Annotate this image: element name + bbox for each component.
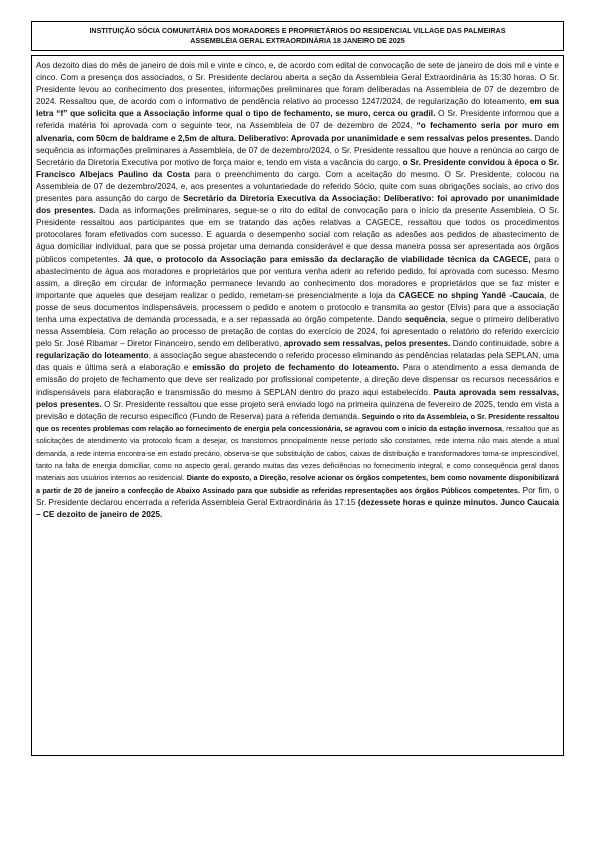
- minutes-text: Aos dezoito dias do mês de janeiro de dois mil e vinte e cinco, e, de acordo com edital de convocação de sete de janeiro de dois mil e vinte e cinco. Com a presença dos associados, o Sr. Presidente declarou aberta a seção da Assembleia Geral Extraordinária às 15:30 horas. O Sr. Presidente levou ao conhecimento dos presentes, informações preliminares que foram deliberadas na Assembleia de 07 de dezembro de 2024. Ressaltou que, de acordo com o informativo de pendência relativo ao processo 1247/2024, de regularização do loteamento,: [36, 60, 559, 107]
- minutes-bold-text: regularização do loteamento: [36, 350, 149, 361]
- minutes-text: Por fim, o Sr. Presidente declarou encerrada a referida Assembleia Geral Extraordinária às 17:15: [36, 484, 559, 507]
- minutes-text: O Sr. Presidente ressaltou que esse projeto será enviado logo na primeira quinzena de fevereiro de 2025, tendo em vista a previsão e dotação de recurso específico (Fundo de Reserva) para a referida demanda.: [36, 398, 559, 421]
- minutes-bold-text: sequência: [404, 313, 446, 324]
- minutes-text: , ressaltou que as solicitações de atendimento via protocolo ficam a desejar, os transtornos principalmente nesse período são constantes, rede interna não mais atende a atual demanda, a rede interna encontra-se em estado precário, observa-se que substituição de cabos, caixas de distribuição e transformadores torna-se imprescindível, tanto na falta de energia domiciliar, como no aspecto geral, gerando muitas das vezes deficiências no fornecimento integral, e como consequência geral danos materiais aos usuários internos ao residencial.: [36, 424, 559, 483]
- minutes-bold-text: emissão do projeto de fechamento do loteamento.: [192, 362, 400, 373]
- minutes-bold-text: aprovado sem ressalvas, pelos presentes.: [283, 338, 451, 349]
- minutes-text: , de posse de seus documentos indispensáveis, processem o pedido e anotem o protocolo e transmita ao gestor (Elvis) para que a associação tenha uma expectativa de demanda processada, e a ser repassada ao órgão competente. Dando: [36, 289, 559, 324]
- institution-name: INSTITUIÇÃO SÓCIA COMUNITÁRIA DOS MORADORES E PROPRIETÁRIOS DO RESIDENCIAL VILLAGE DAS PALMEIRAS: [89, 26, 506, 35]
- minutes-bold-text: Pauta aprovada sem ressalvas, pelos presentes.: [36, 386, 559, 409]
- minutes-text: Para o atendimento a essa demanda de emissão do projeto de fechamento que deve ser realizado por profissional competente, a direção deve dispensar os recursos necessários e indispensáveis para elaboração e transmissão do mesmo à SEPLAN dentro do prazo aqui estabelecido.: [36, 362, 559, 397]
- minutes-text: Dada as informações preliminares, segue-se o rito do edital de convocação para o início da presente Assembleia. O Sr. Presidente ressaltou aos participantes que em se tratando das ações relativas a CAGECE, ressaltou que todos os procedimentos protocolares foram efetivados com sucesso. E aguarda o desempenho social com relação as adesões aos pedidos de abastecimento de água domiciliar individual, para que se possa projetar uma demanda considerável e que dessa maneira possa ser apresentada aos órgãos públicos competentes.: [36, 205, 560, 264]
- minutes-bold-text: em sua letra “f” que solicita que a Associação informe qual o tipo de fechamento, se muro, cerca ou gradil.: [36, 96, 559, 119]
- minutes-bold-text: Diante do exposto, a Direção, resolve acionar os órgãos competentes, bem como novamente disponibilizará a partir de 20 de janeiro a confecção de Abaixo Assinado para que subsidie as referidas representações aos órgãos Públicos competentes.: [36, 473, 559, 495]
- minutes-body: [31, 55, 564, 756]
- minutes-bold-text: CAGECE no shping Yandê -Caucaia: [398, 289, 545, 300]
- minutes-text: , segue o primeiro deliberativo nessa Assembleia. Com relação ao processo de pretação de contas do exercício de 2024, foi apresentado o relatório do referido exercício pelo Sr. José Ribamar – Diretor Financeiro, sendo em deliberativo,: [36, 313, 559, 349]
- minutes-text: para o preenchimento do cargo. Com a aceitação do mesmo. O Sr. Presidente, colocou na Assembleia de 07 de dezembro/2024, e, aos presentes a voluntariedade do referido Sócio, quite com suas obrigações sociais, ao crivo dos presentes para assunção do cargo de: [36, 168, 559, 204]
- minutes-small-section: [36, 412, 559, 495]
- minutes-bold-text: Já que, o protocolo da Associação para emissão da declaração de viabilidade técnica da CAGECE,: [123, 253, 531, 264]
- minutes-bold-text: Secretário da Diretoria Executiva da Associação: Deliberativo: foi aprovado por unanimidade dos presentes.: [36, 193, 559, 216]
- minutes-text: , a associação segue abastecendo o referido processo eliminando as pendências relatadas pela SEPLAN, uma das quais e última será a elaboração e: [36, 350, 559, 373]
- minutes-closing-text: (dezessete horas e quinze minutos. Junco Caucaia – CE dezoito de janeiro de 2025.: [36, 496, 559, 519]
- minutes-paragraph: [36, 59, 559, 520]
- assembly-title: ASSEMBLÉIA GERAL EXTRAORDINÁRIA 18 JANEIRO DE 2025: [190, 36, 405, 45]
- document-header: [31, 21, 564, 51]
- minutes-text: para o abastecimento de água aos moradores e proprietários que por ventura venha aderir ao referido pedido, foi aprovada com sucesso. Mesmo assim, a direção em circular de informação permanece levando ao conhecimento dos moradores e proprietários que se faz mister e importante que aqueles que desejam realizar o pedido, remetam-se presencialmente a loja da: [36, 253, 559, 300]
- minutes-text: Dando continuidade, sobre a: [450, 338, 559, 349]
- minutes-text: Dando sequência as informações preliminares a Assembleia, de 07 de dezembro/2024, o Sr. Presidente ressaltou que houve a renúncia ao cargo de Secretário da Diretoria Executiva por motivo de força maior e, tendo em vista a vacância do cargo,: [36, 132, 559, 167]
- minutes-text: O Sr. Presidente informou que a referida matéria foi aprovada com o seguinte teor, na Assembleia de 07 de dezembro de 2024,: [36, 108, 559, 131]
- minutes-bold-text: Seguindo o rito da Assembleia, o Sr. Presidente ressaltou que os recentes problemas com relação ao fornecimento de energia pela concessionária, se agravou com o início da estação invernosa: [36, 411, 559, 434]
- minutes-bold-text: o Sr. Presidente convidou à época o Sr. Francisco Albejacs Paulino da Costa: [36, 156, 559, 179]
- minutes-bold-text: “o fechamento seria por muro em alvenaria, com 50cm de baldrame e 2,5m de altura. Deliberativo: Aprovada por unanimidade e sem ressalvas pelos presentes.: [36, 120, 559, 143]
